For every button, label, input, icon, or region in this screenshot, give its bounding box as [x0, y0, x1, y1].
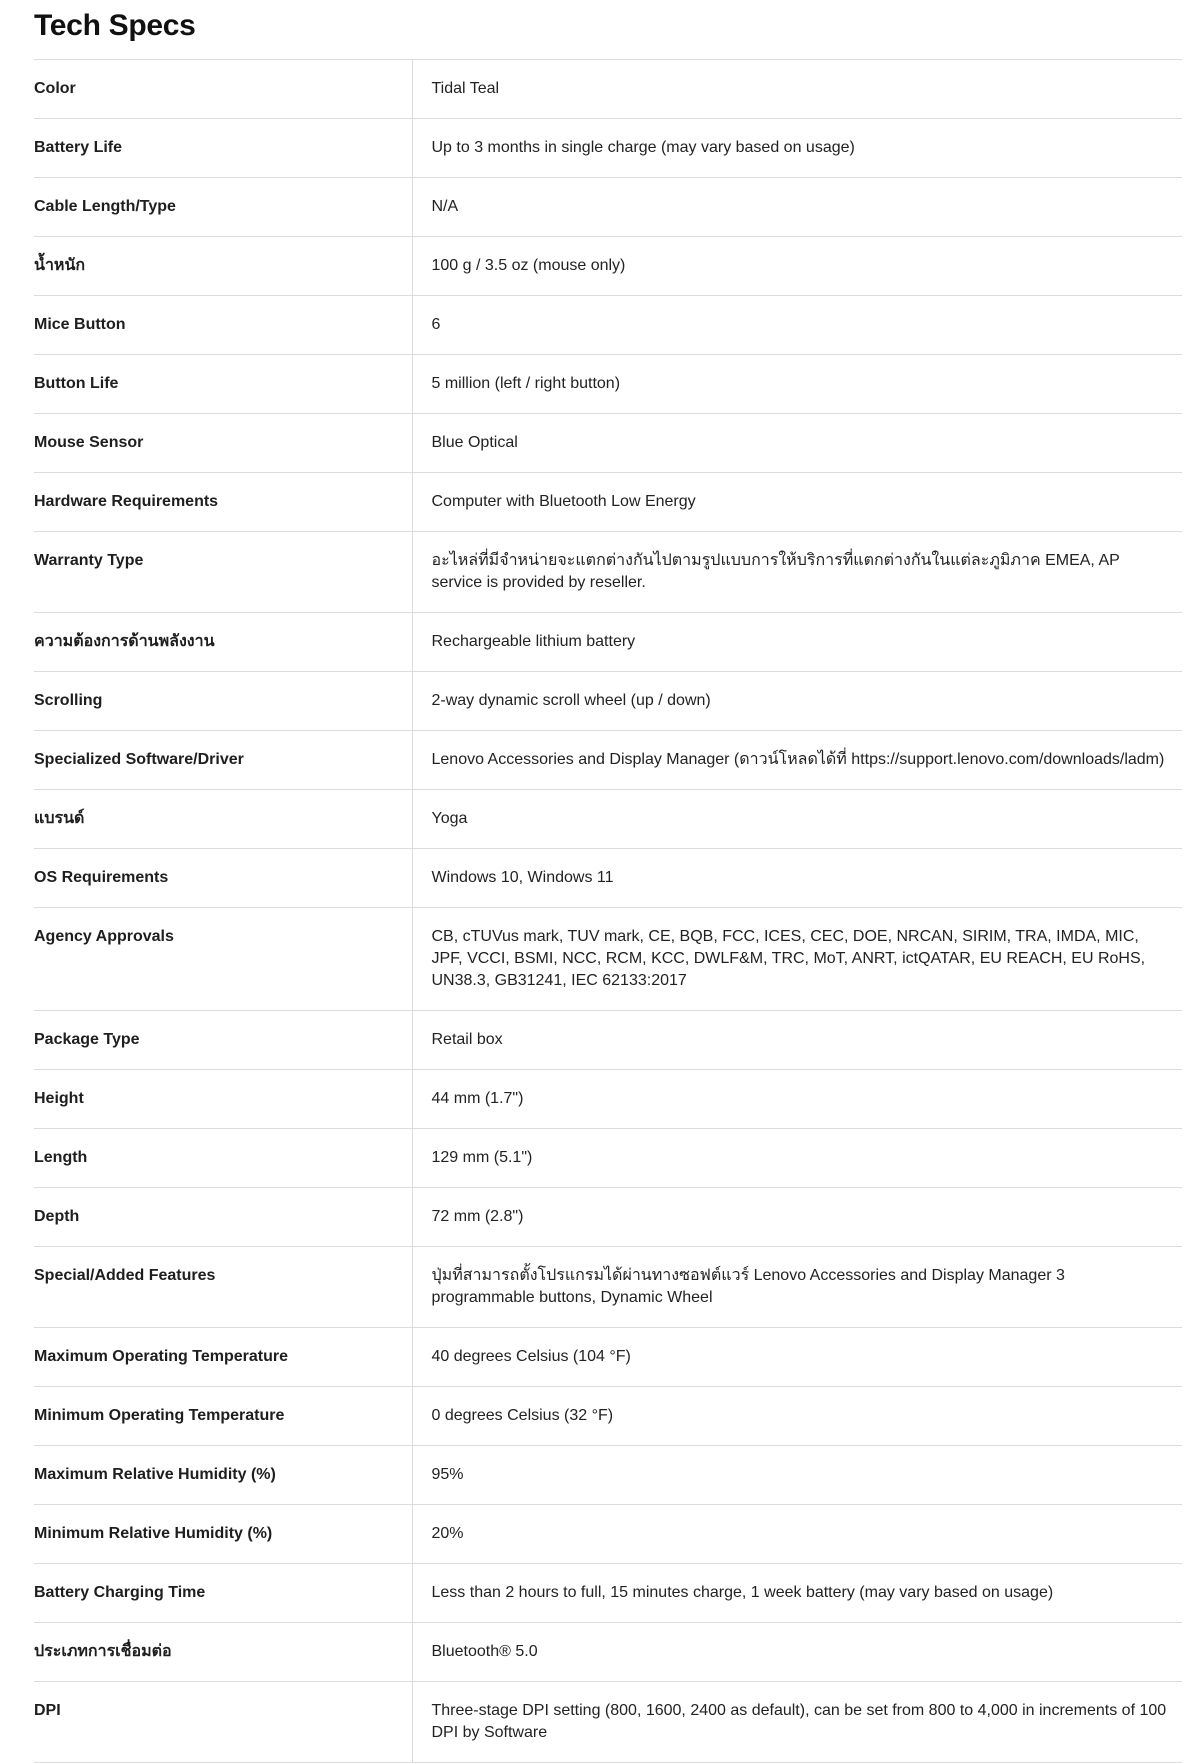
spec-row	[34, 237, 1182, 296]
spec-row	[34, 672, 1182, 731]
spec-label: Mice Button	[34, 296, 412, 355]
spec-value: Lenovo Accessories and Display Manager (ดาวน์โหลดได้ที่ https://support.lenovo.com/downloads/ladm)	[431, 751, 1165, 768]
spec-value: 2-way dynamic scroll wheel (up / down)	[431, 692, 711, 709]
spec-value: 20%	[431, 1525, 464, 1542]
spec-row	[34, 1129, 1182, 1188]
spec-label: Warranty Type	[34, 532, 412, 613]
spec-row	[34, 1446, 1182, 1505]
spec-row	[34, 1505, 1182, 1564]
spec-row	[34, 178, 1182, 237]
spec-label: Package Type	[34, 1011, 412, 1070]
spec-value: Yoga	[431, 810, 468, 827]
spec-label: Minimum Relative Humidity (%)	[34, 1505, 412, 1564]
spec-row	[34, 296, 1182, 355]
spec-row	[34, 1188, 1182, 1247]
spec-label: Mouse Sensor	[34, 414, 412, 473]
spec-value: 6	[431, 316, 441, 333]
spec-row	[34, 731, 1182, 790]
spec-value: Windows 10, Windows 11	[431, 869, 614, 886]
spec-row	[34, 60, 1182, 119]
spec-label: ความต้องการด้านพลังงาน	[34, 613, 412, 672]
spec-row	[34, 1387, 1182, 1446]
spec-row	[34, 908, 1182, 1011]
spec-value: N/A	[431, 198, 459, 215]
spec-label: Special/Added Features	[34, 1247, 412, 1328]
spec-label: Maximum Relative Humidity (%)	[34, 1446, 412, 1505]
spec-value: Three-stage DPI setting (800, 1600, 2400 as default), can be set from 800 to 4,000 in increments of 100 DPI by Software	[431, 1702, 1167, 1741]
spec-row	[34, 1328, 1182, 1387]
spec-label: แบรนด์	[34, 790, 412, 849]
spec-value: Less than 2 hours to full, 15 minutes charge, 1 week battery (may vary based on usage)	[431, 1584, 1054, 1601]
spec-row	[34, 119, 1182, 178]
specs-table	[34, 60, 1182, 1763]
spec-value: Computer with Bluetooth Low Energy	[431, 493, 696, 510]
spec-row	[34, 790, 1182, 849]
spec-value: 95%	[431, 1466, 464, 1483]
spec-label: Hardware Requirements	[34, 473, 412, 532]
spec-value: Rechargeable lithium battery	[431, 633, 636, 650]
spec-row	[34, 355, 1182, 414]
spec-value: 40 degrees Celsius (104 °F)	[431, 1348, 631, 1365]
spec-row	[34, 1011, 1182, 1070]
spec-label: Button Life	[34, 355, 412, 414]
spec-label: Scrolling	[34, 672, 412, 731]
spec-row	[34, 532, 1182, 613]
spec-label: OS Requirements	[34, 849, 412, 908]
spec-value: 0 degrees Celsius (32 °F)	[431, 1407, 614, 1424]
spec-row	[34, 849, 1182, 908]
spec-value: 72 mm (2.8")	[431, 1208, 524, 1225]
spec-label: Agency Approvals	[34, 908, 412, 1011]
spec-label: DPI	[34, 1682, 412, 1763]
spec-row	[34, 1070, 1182, 1129]
spec-label: Cable Length/Type	[34, 178, 412, 237]
spec-row	[34, 1682, 1182, 1763]
spec-label: Length	[34, 1129, 412, 1188]
spec-value: Bluetooth® 5.0	[431, 1643, 538, 1660]
spec-label: Maximum Operating Temperature	[34, 1328, 412, 1387]
spec-value: 100 g / 3.5 oz (mouse only)	[431, 257, 626, 274]
spec-value: ปุ่มที่สามารถตั้งโปรแกรมได้ผ่านทางซอฟต์แวร์ Lenovo Accessories and Display Manager 3 programmable buttons, Dynamic Wheel	[431, 1267, 1065, 1306]
spec-label: Depth	[34, 1188, 412, 1247]
spec-label: Specialized Software/Driver	[34, 731, 412, 790]
spec-label: Battery Charging Time	[34, 1564, 412, 1623]
spec-row	[34, 1564, 1182, 1623]
spec-label: Height	[34, 1070, 412, 1129]
spec-value: 5 million (left / right button)	[431, 375, 621, 392]
spec-row	[34, 414, 1182, 473]
spec-row	[34, 1247, 1182, 1328]
spec-value: Up to 3 months in single charge (may vary based on usage)	[431, 139, 855, 156]
spec-label: Color	[34, 60, 412, 119]
spec-value: CB, cTUVus mark, TUV mark, CE, BQB, FCC, ICES, CEC, DOE, NRCAN, SIRIM, TRA, IMDA, MIC, JPF, VCCI, BSMI, NCC, RCM, KCC, DWLF&M, TRC, MoT, ANRT, ictQATAR, EU REACH, EU RoHS, UN38.3, GB31241, IEC 62133:2017	[431, 928, 1146, 989]
spec-label: Battery Life	[34, 119, 412, 178]
spec-row	[34, 613, 1182, 672]
spec-value: Blue Optical	[431, 434, 518, 451]
spec-value: Retail box	[431, 1031, 503, 1048]
spec-value: 129 mm (5.1")	[431, 1149, 533, 1166]
spec-value: 44 mm (1.7")	[431, 1090, 524, 1107]
spec-label: Minimum Operating Temperature	[34, 1387, 412, 1446]
spec-label: ประเภทการเชื่อมต่อ	[34, 1623, 412, 1682]
section-title: Tech Specs	[34, 0, 1182, 60]
spec-value: Tidal Teal	[431, 80, 500, 97]
tech-specs-section	[34, 0, 1182, 1763]
spec-label: น้ำหนัก	[34, 237, 412, 296]
specs-table-body	[34, 60, 1182, 1763]
spec-row	[34, 473, 1182, 532]
spec-value: อะไหล่ที่มีจำหน่ายจะแตกต่างกันไปตามรูปแบบการให้บริการที่แตกต่างกันในแต่ละภูมิภาค EMEA, AP service is provided by reseller.	[431, 552, 1120, 591]
spec-row	[34, 1623, 1182, 1682]
